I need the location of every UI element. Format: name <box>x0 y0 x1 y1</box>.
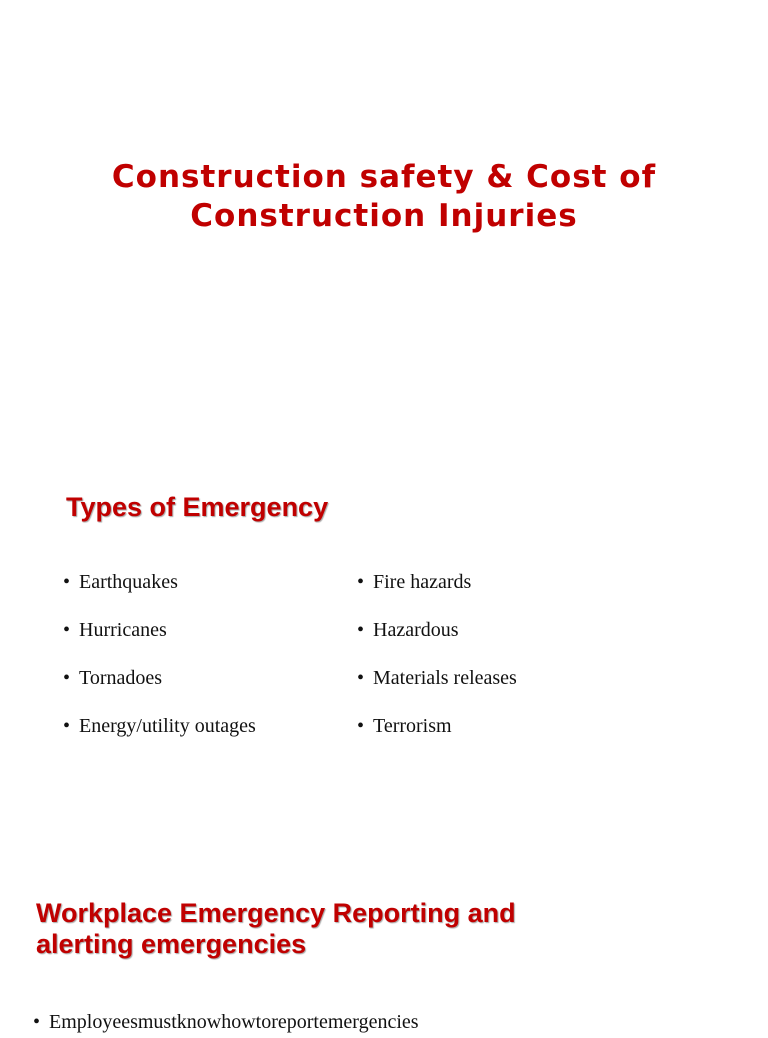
list-item <box>63 614 256 662</box>
types-of-emergency-heading: Types of Emergency <box>66 492 329 522</box>
list-item <box>63 566 256 614</box>
list-item-label: Energy/utility outages <box>79 715 256 737</box>
slide-title <box>0 158 768 236</box>
list-item-label: Hurricanes <box>79 619 167 641</box>
list-item <box>357 710 517 758</box>
bullet-icon: • <box>63 667 71 689</box>
bullet-icon: • <box>63 571 71 593</box>
title-line-2: Construction Injuries <box>190 198 578 234</box>
list-item-label: Terrorism <box>373 715 452 737</box>
title-line-1: Construction safety & Cost of <box>111 159 657 195</box>
emergency-list-left <box>63 566 256 758</box>
list-item <box>357 614 517 662</box>
bullet-icon: • <box>357 667 365 689</box>
workplace-emergency-heading <box>36 898 726 960</box>
bullet-icon: • <box>357 571 365 593</box>
list-item-label: Tornadoes <box>79 667 163 689</box>
bullet-icon: • <box>63 619 71 641</box>
list-item <box>357 566 517 614</box>
workplace-heading-line-2: alerting emergencies <box>36 929 307 959</box>
list-item <box>63 662 256 710</box>
list-item <box>357 662 517 710</box>
bullet-icon: • <box>357 619 365 641</box>
workplace-list-item <box>33 1006 419 1038</box>
workplace-heading-line-1: Workplace Emergency Reporting and <box>36 898 516 928</box>
emergency-list-right <box>357 566 517 758</box>
list-item-label: Hazardous <box>373 619 459 641</box>
bullet-icon: • <box>63 715 71 737</box>
bullet-icon: • <box>357 715 365 737</box>
list-item <box>63 710 256 758</box>
list-item-label: Employeesmustknowhowtoreportemergencies <box>49 1011 419 1033</box>
bullet-icon: • <box>33 1011 41 1033</box>
list-item-label: Earthquakes <box>79 571 178 593</box>
list-item-label: Materials releases <box>373 667 517 689</box>
list-item-label: Fire hazards <box>373 571 472 593</box>
